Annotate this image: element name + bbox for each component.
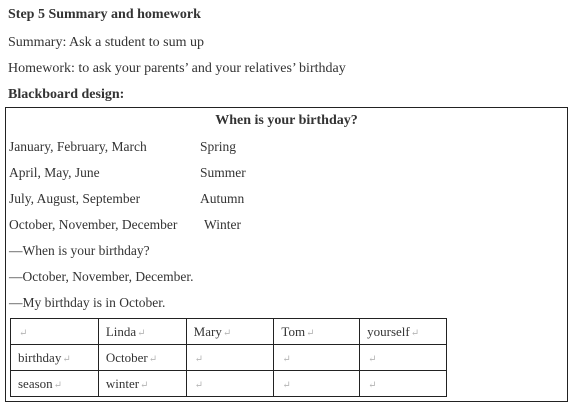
cell-end-mark: ↵: [368, 379, 377, 391]
dialogue-line-2: —October, November, December.: [9, 269, 194, 284]
season-4: Winter: [204, 217, 241, 232]
step-heading: Step 5 Summary and homework: [8, 7, 201, 22]
table-cell: [186, 345, 274, 371]
cell-end-mark: ↵: [410, 327, 420, 339]
cell-end-mark: ↵: [282, 379, 291, 391]
cell-end-mark: ↵: [368, 353, 377, 365]
cell-end-mark: ↵: [194, 353, 204, 365]
blackboard-heading: Blackboard design:: [8, 87, 125, 102]
months-group-1: January, February, March: [9, 139, 147, 154]
table-cell: [274, 371, 360, 397]
season-1: Spring: [200, 139, 237, 154]
table-row: [11, 345, 447, 371]
table-cell: Tom↵: [274, 319, 360, 345]
cell-end-mark: ↵: [19, 327, 28, 339]
cell-end-mark: ↵: [53, 379, 63, 391]
cell-end-mark: ↵: [306, 327, 315, 339]
table-cell: October↵: [98, 345, 186, 371]
months-group-2: April, May, June: [9, 165, 100, 180]
summary-text: Summary: Ask a student to sum up: [8, 35, 204, 50]
months-group-3: July, August, September: [9, 191, 141, 206]
table-cell: Mary↵: [186, 319, 274, 345]
table-cell: birthday↵: [11, 345, 99, 371]
dialogue-line-3: —My birthday is in October.: [9, 295, 166, 310]
table-cell: Linda↵: [98, 319, 186, 345]
homework-text: Homework: to ask your parents’ and your relatives’ birthday: [8, 61, 346, 76]
table-cell: [360, 345, 447, 371]
table-header-row: [11, 319, 447, 345]
table-cell: yourself↵: [360, 319, 447, 345]
table-cell: winter↵: [98, 371, 186, 397]
cell-end-mark: ↵: [282, 353, 291, 365]
table-row: [11, 371, 447, 397]
months-group-4: October, November, December: [9, 217, 178, 232]
table-cell: [186, 371, 274, 397]
season-3: Autumn: [200, 191, 245, 206]
board-title: When is your birthday?: [215, 113, 358, 128]
table-cell: [360, 371, 447, 397]
table-cell: season↵: [11, 371, 99, 397]
cell-end-mark: ↵: [137, 327, 146, 339]
season-2: Summer: [200, 165, 246, 180]
cell-end-mark: ↵: [140, 379, 149, 391]
cell-end-mark: ↵: [222, 327, 232, 339]
birthday-table: [10, 318, 447, 397]
cell-end-mark: ↵: [194, 379, 204, 391]
cell-end-mark: ↵: [62, 353, 71, 365]
dialogue-line-1: —When is your birthday?: [9, 243, 150, 258]
table-cell: [274, 345, 360, 371]
blackboard-design-box: [5, 107, 568, 402]
cell-end-mark: ↵: [148, 353, 158, 365]
table-cell: [11, 319, 99, 345]
